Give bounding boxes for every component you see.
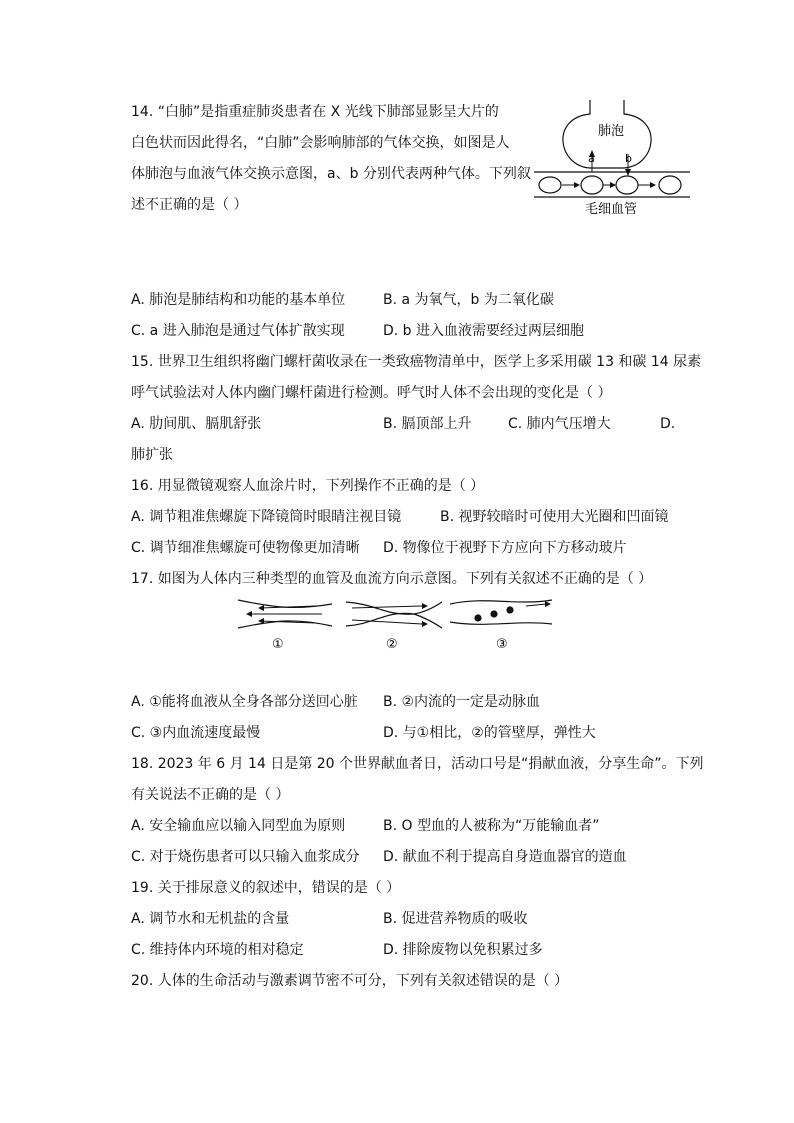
q14-option-c[interactable]: C. a 进入肺泡是通过气体扩散实现 <box>131 323 345 339</box>
q15-option-c[interactable]: C. 肺内气压增大 <box>508 416 611 432</box>
q14-stem-line-1: 14. “白肺”是指重症肺炎患者在 X 光线下肺部显影呈大片的 <box>131 104 499 120</box>
vessel-3 <box>450 600 552 624</box>
q16-option-d[interactable]: D. 物像位于视野下方应向下方移动玻片 <box>383 540 627 556</box>
gas-a-label: a <box>588 152 595 165</box>
q15-option-d-text[interactable]: 肺扩张 <box>131 447 173 463</box>
q15-option-d[interactable]: D. <box>660 416 676 432</box>
q15-option-b[interactable]: B. 膈顶部上升 <box>383 416 472 432</box>
blood-vessel-diagram <box>236 596 556 660</box>
q18-option-a[interactable]: A. 安全输血应以输入同型血为原则 <box>131 818 346 834</box>
capillary-label: 毛细血管 <box>585 202 638 217</box>
q20-stem-line-1: 20. 人体的生命活动与激素调节密不可分，下列有关叙述错误的是（ ） <box>131 973 569 989</box>
q18-stem-line-1: 18. 2023 年 6 月 14 日是第 20 个世界献血者日，活动口号是“捐献血液，分享生命”。下列 <box>131 756 704 772</box>
q19-option-c[interactable]: C. 维持体内环境的相对稳定 <box>131 942 304 958</box>
q19-option-d[interactable]: D. 排除废物以免积累过多 <box>383 942 543 958</box>
q14-option-d[interactable]: D. b 进入血液需要经过两层细胞 <box>383 323 585 339</box>
alveolus-label: 肺泡 <box>598 124 625 139</box>
q19-option-a[interactable]: A. 调节水和无机盐的含量 <box>131 911 290 927</box>
q18-option-d[interactable]: D. 献血不利于提高自身造血器官的造血 <box>383 849 627 865</box>
q15-stem-line-2: 呼气试验法对人体内幽门螺杆菌进行检测。呼气时人体不会出现的变化是（ ） <box>131 385 612 401</box>
q18-option-b[interactable]: B. O 型血的人被称为“万能输血者” <box>383 818 600 834</box>
vessel-label-1: ① <box>272 637 284 652</box>
q19-option-b[interactable]: B. 促进营养物质的吸收 <box>383 911 528 927</box>
q14-option-a[interactable]: A. 肺泡是肺结构和功能的基本单位 <box>131 292 346 308</box>
q18-option-c[interactable]: C. 对于烧伤患者可以只输入血浆成分 <box>131 849 360 865</box>
q14-stem-line-3: 体肺泡与血液气体交换示意图，a、b 分别代表两种气体。下列叙 <box>131 166 531 182</box>
q16-option-c[interactable]: C. 调节细准焦螺旋可使物像更加清晰 <box>131 540 360 556</box>
q17-stem-line-1: 17. 如图为人体内三种类型的血管及血流方向示意图。下列有关叙述不正确的是（ ） <box>131 571 653 587</box>
q15-stem-line-1: 15. 世界卫生组织将幽门螺杆菌收录在一类致癌物清单中，医学上多采用碳 13 和碳 14 尿素 <box>131 354 702 370</box>
q17-option-d[interactable]: D. 与①相比，②的管壁厚，弹性大 <box>383 725 596 741</box>
q18-stem-line-2: 有关说法不正确的是（ ） <box>131 787 290 803</box>
q14-stem-line-4: 述不正确的是（ ） <box>131 197 248 213</box>
alveolus-capillary-diagram <box>530 100 696 218</box>
q17-option-c[interactable]: C. ③内血流速度最慢 <box>131 725 261 741</box>
q16-option-a[interactable]: A. 调节粗准焦螺旋下降镜筒时眼睛注视目镜 <box>131 509 402 525</box>
vessel-label-2: ② <box>386 637 398 652</box>
q15-option-a[interactable]: A. 肋间肌、膈肌舒张 <box>131 416 262 432</box>
q17-option-a[interactable]: A. ①能将血液从全身各部分送回心脏 <box>131 694 358 710</box>
q16-option-b[interactable]: B. 视野较暗时可使用大光圈和凹面镜 <box>440 509 669 525</box>
vessel-1 <box>238 600 332 628</box>
q19-stem-line-1: 19. 关于排尿意义的叙述中，错误的是（ ） <box>131 880 401 896</box>
q16-stem-line-1: 16. 用显微镜观察人血涂片时，下列操作不正确的是（ ） <box>131 478 485 494</box>
q14-option-b[interactable]: B. a 为氧气，b 为二氧化碳 <box>383 292 554 308</box>
q17-option-b[interactable]: B. ②内流的一定是动脉血 <box>383 694 541 710</box>
q14-stem-line-2: 白色状而因此得名，“白肺”会影响肺部的气体交换，如图是人 <box>131 135 510 151</box>
vessel-label-3: ③ <box>496 637 508 652</box>
gas-b-label: b <box>625 152 632 165</box>
vessel-2 <box>346 602 442 628</box>
